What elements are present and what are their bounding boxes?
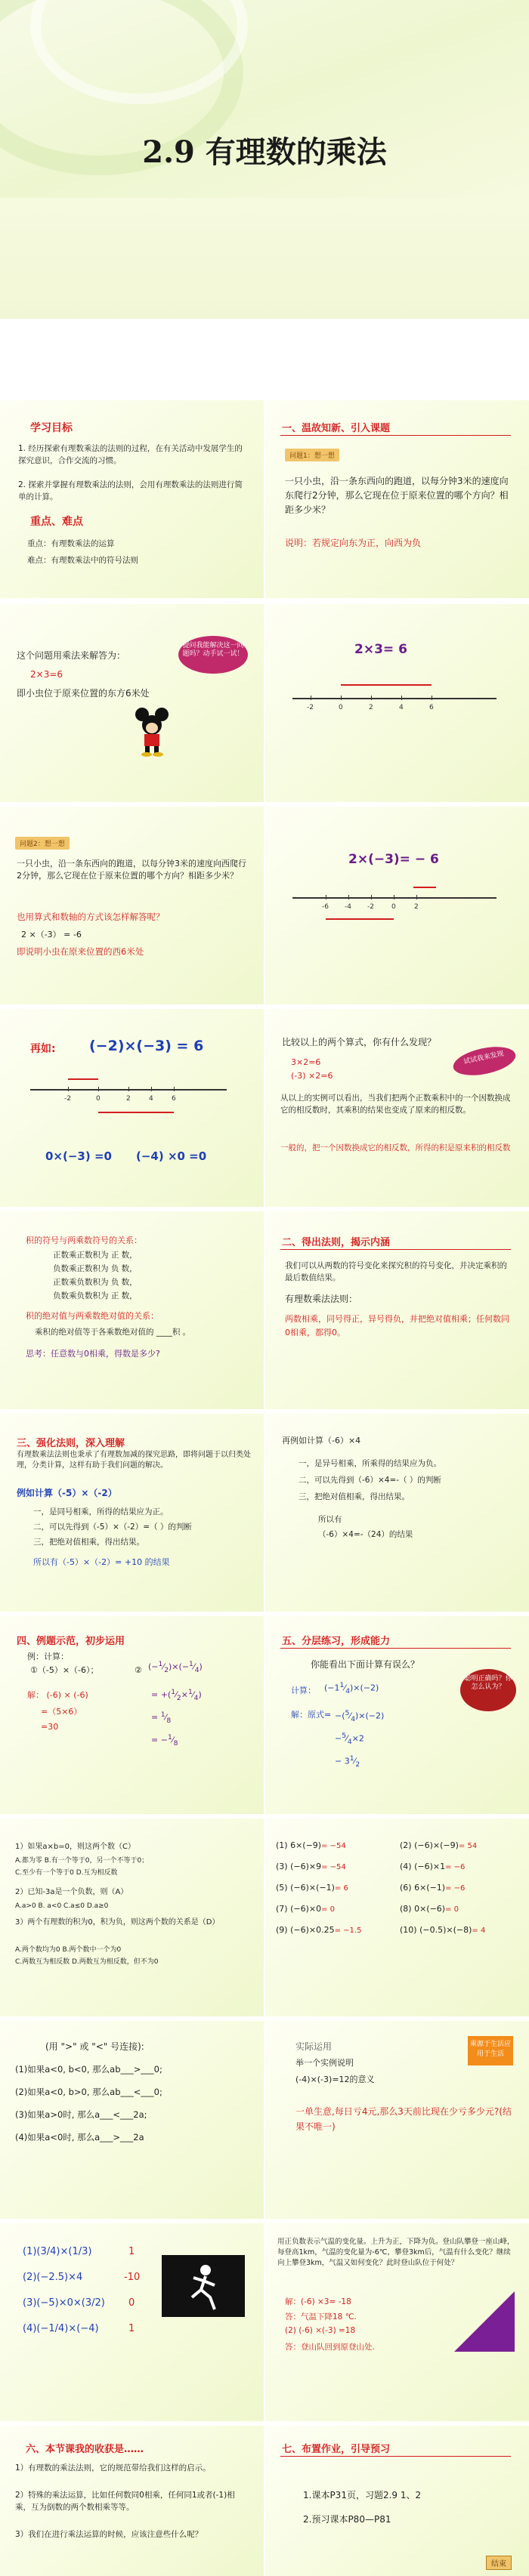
practice-answer: 0 [128, 2297, 135, 2309]
formula-2: (-3) ×2=6 [291, 1071, 333, 1081]
step-3: 三，把绝对值相乘，得出结果。 [299, 1492, 410, 1501]
compare-question: 比较以上的两个算式，你有什么发现？ [282, 1037, 437, 1047]
calc-result: = 4 [472, 1927, 486, 1935]
tick-label: 4 [149, 1095, 153, 1103]
choice-q1-a: A.都为零 B.有一个等于0，另一个不等于0； [15, 1857, 149, 1865]
calc-row [276, 1882, 348, 1894]
application-question: 一单生意,每日亏4元,那么3天前比现在少亏多少元?(结果不唯一) [295, 2106, 512, 2132]
panel-choice [0, 1819, 264, 2016]
slide-mult-positive [0, 604, 529, 802]
arrow [68, 1078, 98, 1080]
tick-label: 0 [339, 704, 343, 711]
key-point-2: 难点：有理数乘法中的符号法则 [27, 556, 138, 565]
calc-result: = 0 [321, 1905, 336, 1914]
page-title: 2.9 有理数的乘法 [142, 134, 387, 170]
tick [151, 1087, 152, 1091]
explain-text: 说明：若规定向东为正，向西为负 [285, 538, 422, 548]
calc-result: = −6 [445, 1884, 466, 1893]
description: 从以上的实例可以看出，当我们把两个正数乘积中的一个因数换成它的相反数时，其乘积的结果也变成了原来的相反数。 [280, 1094, 511, 1115]
slide-practice2 [0, 2223, 529, 2421]
tick-label: -4 [345, 903, 351, 911]
choice-q3: 3）两个有理数的积为0，积为负，则这两个数的关系是（D） [15, 1918, 220, 1927]
heading-review: 一、温故知新、引入课题 [282, 423, 391, 434]
arrow-2 [371, 684, 401, 686]
heading-demo: 四、例题示范，初步运用 [17, 1636, 125, 1647]
heading-rule: 二、得出法则，揭示内涵 [282, 1237, 391, 1248]
heading-practice: 五、分层练习，形成能力 [282, 1636, 391, 1647]
end-button[interactable]: 结束 [486, 2556, 512, 2570]
calc-row [400, 1840, 477, 1852]
solve-line-2: 2×3=6 [30, 669, 63, 680]
heading-underline [280, 2456, 511, 2457]
question-text: 一只小虫，沿一条东西向的跑道，以每分钟3米的速度向西爬行2分钟，那么它现在位于原来位置的哪个方向？相距多少米？ [17, 859, 246, 881]
fill-line-4: (4)如果a<0时, 那么a___>___2a [15, 2132, 144, 2143]
heading-learning-goals: 学习目标 [30, 422, 73, 434]
tick-label: 6 [172, 1095, 176, 1103]
panel-rule [265, 1211, 529, 1409]
tick-label: 0 [391, 903, 396, 911]
tick-label: 4 [399, 704, 404, 711]
calc-result: = −54 [321, 1863, 346, 1871]
equation-display: 2×3= 6 [354, 642, 407, 657]
panel-compare [265, 1009, 529, 1207]
sign-heading: 积的符号与两乘数符号的关系： [26, 1236, 142, 1245]
panel-demo [0, 1616, 264, 1814]
fill-line-2: (2)如果a<0, b>0, 那么ab___<___0; [15, 2087, 162, 2097]
rule-desc: 我们可以从两数的符号变化来探究积的符号变化，并决定乘积的最后数值结果。 [285, 1261, 507, 1282]
heading-key-points: 重点、难点 [30, 516, 83, 528]
solution-label: 解：原式= [291, 1710, 332, 1720]
hint-badge: 乘源于生活应用于生活 [468, 2036, 513, 2065]
heading-homework: 七、布置作业，引导预习 [282, 2444, 391, 2455]
slide-summary [0, 2426, 529, 2576]
homework-2: 2.预习课本P80—P81 [303, 2514, 391, 2525]
summary-1: 1）有理数的乘法法则，它的规范带给我们这样的启示。 [15, 2463, 211, 2473]
conclusion: 一般的，把一个因数换成它的相反数，所得的积是原来积的相反数 [280, 1143, 511, 1152]
calc-row [400, 1924, 485, 1936]
mascot-icon [133, 707, 171, 757]
think-badge: 问题2：想一想 [15, 837, 70, 850]
practice-expr: (3)(−5)×0×(3/2) [23, 2297, 105, 2309]
tick-label: 2 [369, 704, 373, 711]
fraction-b: $(-^1⁄_2)\times(-^1⁄_4)$ [148, 1660, 203, 1674]
abs-heading: 积的绝对值与两乘数绝对值的关系： [26, 1311, 159, 1321]
solution-1: 解：(-6) ×3= -18 [285, 2297, 351, 2306]
slide-compare [0, 2021, 529, 2219]
calc-result: = −6 [445, 1863, 466, 1871]
choice-q1: 1）如果a×b=0，则这两个数（C） [15, 1843, 135, 1851]
practice-row [23, 2272, 82, 2283]
practice-expr: (4)(−1/4)×(−4) [23, 2323, 99, 2334]
step-1: 一，是异号相乘，所乘得的结果应为负。 [299, 1459, 441, 1468]
tick [341, 696, 342, 700]
solution-b: = $+(^1⁄_2\times^1⁄_4)$ = $^1⁄_8$ = $-^1⁄_8$ [151, 1688, 202, 1748]
calc-expr: (10) (−0.5)×(−8) [400, 1925, 472, 1935]
calc-row [400, 1861, 465, 1873]
think-badge: 问题1：想一想 [285, 449, 339, 461]
step-2: 二，可以先得到（-6）×4=-（ ）的判断 [299, 1476, 441, 1485]
example-heading: 例如计算（-5）×（-2） [17, 1488, 117, 1498]
choice-q2-a: A.a>0 B. a<0 C.a≤0 D.a≥0 [15, 1902, 109, 1910]
number-line [292, 897, 497, 899]
number-line [292, 698, 497, 699]
practice-expr: (1)(3/4)×(1/3) [23, 2246, 92, 2257]
tick-label: 0 [96, 1095, 101, 1103]
calc-expr: (4) (−6)×1 [400, 1862, 446, 1871]
calc-expr: (7) (−6)×0 [276, 1904, 322, 1914]
rule-text: 两数相乘，同号得正，异号得负，并把绝对值相乘；任何数同0相乘，都得0。 [285, 1314, 509, 1337]
tick-label: -6 [322, 903, 329, 911]
calc-result: = 0 [445, 1905, 459, 1914]
slide-title [0, 0, 529, 198]
question-text: 一只小虫，沿一条东西向的跑道，以每分钟3米的速度向东爬行2分钟，那么它现在位于原来位置的哪个方向？相距多少米？ [285, 476, 509, 515]
practice-question: 你能看出下面计算有误么？ [311, 1659, 420, 1670]
practice-expr: (2)(−2.5)×4 [23, 2272, 83, 2283]
calc-expr: (8) 0×(−6) [400, 1904, 446, 1914]
sign-rule-4: 负数乘负数积为 正 数， [53, 1291, 138, 1300]
sign-rule-1: 正数乘正数积为 正 数， [53, 1251, 138, 1260]
tick [371, 696, 372, 700]
panel-review [265, 400, 529, 598]
slide-mult-negative [0, 807, 529, 1004]
practice-answer: 1 [128, 2323, 135, 2334]
title-slide-bottom [0, 198, 529, 319]
calc-row [276, 1924, 361, 1936]
practice-row [23, 2297, 105, 2309]
calc-row [400, 1903, 459, 1915]
arrow [413, 887, 436, 888]
choice-q2: 2）已知-3a是一个负数，则（A） [15, 1888, 128, 1896]
calc-row [276, 1840, 346, 1852]
choice-q3-b: C.两数互为相反数 D.两数互为相反数，但不为0 [15, 1958, 159, 1966]
slide-reinforce [0, 1414, 529, 1612]
calc-expr: (2) (−6)×(−9) [400, 1840, 459, 1850]
panel-sign-relation [0, 1211, 264, 1409]
practice-answer: 1 [128, 2246, 135, 2257]
solution-steps: $-(^5⁄_4)\times(-2)$ $-^5⁄_4\times 2$ − $3^1⁄_2$ [335, 1709, 385, 1769]
panel-example [0, 1009, 264, 1207]
panel-homework [265, 2426, 529, 2576]
hint-bubble: 试试我来发现 [450, 1042, 518, 1081]
temperature-problem: 用正负数表示气温的变化量。上升为正，下降为负。登山队攀登一座山峰，每登高1km，气温的变化量为-6℃，攀登3km后，气温有什么变化？继续向上攀登3km，气温又如何变化？此时登山队位于何处？ [277, 2238, 515, 2267]
example2-answer: （-6）×4=-（24）的结果 [318, 1530, 413, 1539]
solve-line-3: 即小虫位于原来位置的东方6米处 [17, 688, 150, 699]
tick-label: 2 [414, 903, 419, 911]
exercise-b: ② [135, 1665, 142, 1675]
exercise-a: ①（-5）×（-6）； [30, 1665, 99, 1675]
again-label: 再如: [30, 1043, 56, 1055]
calc-result: = −1.5 [334, 1927, 362, 1935]
slide-goals [0, 400, 529, 598]
formula-1: 3×2=6 [291, 1057, 321, 1067]
summary-3: 3）我们在进行乘法运算的时候，应该注意些什么呢？ [15, 2530, 203, 2539]
arrow-result [326, 918, 394, 920]
tick [68, 1087, 69, 1091]
tick [401, 696, 402, 700]
heading-summary: 六、本节课我的收获是…… [26, 2444, 144, 2455]
hint-text: 也用算式和数轴的方式该怎样解答呢？ [17, 912, 165, 922]
rule-title: 有理数乘法法则： [285, 1294, 358, 1304]
panel-application [265, 2021, 529, 2219]
choice-q3-a: A.两个数均为0 B.两个数中一个为0 [15, 1946, 122, 1954]
slide-sign-rule [0, 1211, 529, 1409]
so-label: 所以有 [318, 1515, 342, 1524]
application-title: 实际运用 [295, 2041, 333, 2052]
arrow-3 [401, 684, 432, 686]
calc-expr: (9) (−6)×0.25 [276, 1925, 335, 1935]
calc-expr: (3) (−6)×9 [276, 1862, 322, 1871]
reinforce-desc: 有理数乘法法则也秉承了有理数加减的探究思路，即将问题于以归类处理，分类计算，这样有助于我们问题的解决。 [17, 1451, 251, 1470]
heading-underline [280, 1648, 511, 1649]
example-label: 例：计算： [27, 1652, 69, 1661]
panel-number-line [265, 807, 529, 1004]
zero-product-2: (−4) ×0 =0 [136, 1149, 207, 1163]
fill-line-3: (3)如果a>0时, 那么a___<___2a; [15, 2109, 147, 2120]
answer-text: 即说明小虫在原来位置的西6米处 [17, 946, 144, 957]
tick-label: -2 [64, 1095, 71, 1103]
fill-title: (用 ">" 或 "<" 号连接): [45, 2041, 144, 2052]
practice-row [23, 2323, 99, 2334]
panel-practice-rows [0, 2223, 264, 2421]
calc-row [400, 1882, 465, 1894]
application-line-1: 举一个实例说明 [295, 2058, 354, 2068]
tick-label: 6 [429, 704, 434, 711]
homework-1: 1.课本P31页，习题2.9 1、2 [303, 2490, 422, 2500]
tick-label: 2 [126, 1095, 131, 1103]
panel-practice [265, 1616, 529, 1814]
panel-reinforce [0, 1414, 264, 1612]
choice-q1-b: C.至少有一个等于0 D.互为相反数 [15, 1869, 118, 1877]
calc-expr: (5) (−6)×(−1) [276, 1883, 335, 1893]
tick-label: -2 [307, 704, 314, 711]
panel-quick-calc [265, 1819, 529, 2016]
fill-line-1: (1)如果a<0, b<0, 那么ab___>___0; [15, 2064, 162, 2075]
sign-rule-2: 负数乘正数积为 负 数， [53, 1264, 138, 1273]
example2-heading: 再例如计算（-6）×4 [282, 1436, 361, 1445]
solve-line-1: 这个问题用乘法来解答为： [17, 650, 126, 661]
arrow-result [98, 1112, 174, 1113]
tick [128, 1087, 129, 1091]
hint-bubble: 聪明正确吗？你怎么认为？ [460, 1669, 516, 1711]
summary-2: 2）特殊的乘法运算，比如任何数同0相乘，任何同1或者(-1)相乘，互为倒数的两个数相乘等等。 [15, 2491, 235, 2512]
panel-question2 [0, 807, 264, 1004]
calc-expr: (1) 6×(−9) [276, 1840, 322, 1850]
step-1: 一，是同号相乘，所得的结果应为正。 [33, 1507, 169, 1516]
equation-display: (−2)×(−3) = 6 [89, 1038, 204, 1054]
equation-display: 2×(−3)= − 6 [348, 852, 439, 867]
sign-rule-3: 正数乘负数积为 负 数， [53, 1278, 138, 1287]
think-question: 思考：任意数与0相乘，得数是多少? [26, 1349, 160, 1359]
calc-result: = −54 [321, 1842, 346, 1850]
panel-number-line [265, 604, 529, 802]
panel-learning-goals [0, 400, 264, 598]
solution-line-2: =（5×6） [41, 1707, 82, 1717]
step-2: 二，可以先得到（-5）×（-2）=（ ）的判断 [33, 1522, 192, 1532]
slide-exercises [0, 1819, 529, 2016]
key-point-1: 重点：有理数乘法的运算 [27, 539, 115, 548]
panel-fill [0, 2021, 264, 2219]
application-line-2: (-4)×(-3)=12的意义 [295, 2075, 375, 2084]
arrow-1 [341, 684, 371, 686]
mountain-icon [454, 2291, 515, 2352]
panel-temperature [265, 2223, 529, 2421]
hint-bubble: 提问我能解决这一问题吗？动手试一试！ [178, 636, 248, 674]
goal-1: 1. 经历探索有理数乘法的法则的过程，在有关活动中发展学生的探究意识，合作交流的习惯。 [18, 444, 243, 465]
practice-answer: -10 [124, 2272, 141, 2283]
calc-label: 计算： [291, 1686, 316, 1695]
panel-summary [0, 2426, 264, 2576]
tick [174, 1087, 175, 1091]
goal-2: 2. 探索并掌握有理数乘法的法则，会用有理数乘法的法则进行简单的计算。 [18, 480, 243, 501]
solution-4: 答：登山队回到原登山处. [285, 2343, 375, 2352]
calc-row [276, 1903, 335, 1915]
tick [371, 895, 372, 899]
calc-expr: (6) 6×(−1) [400, 1883, 446, 1893]
slide-example [0, 1616, 529, 1814]
heading-underline [280, 1249, 511, 1250]
tick [98, 1087, 99, 1091]
runner-icon [162, 2255, 245, 2317]
zero-product-1: 0×(−3) =0 [45, 1149, 112, 1163]
panel-explain [0, 604, 264, 802]
example-answer: 所以有（-5）×（-2）= +10 的结果 [33, 1557, 170, 1567]
calc-row [276, 1861, 346, 1873]
calc-result: = 54 [458, 1842, 478, 1850]
calc-result: = 6 [334, 1884, 348, 1893]
solution-line-3: =30 [41, 1722, 59, 1732]
formula: 2 ×（-3） = -6 [21, 930, 82, 939]
tick [416, 895, 417, 899]
abs-rule: 乘积的绝对值等于各乘数绝对值的 ____积 。 [35, 1328, 191, 1337]
tick-label: -2 [367, 903, 374, 911]
solution-2: 答：气温下降18 ℃. [285, 2312, 357, 2321]
panel-example2 [265, 1414, 529, 1612]
solution-line-1: 解： (-6) × (-6) [27, 1690, 88, 1700]
solution-3: (2) (-6) ×(-3) =18 [285, 2326, 356, 2335]
heading-underline [280, 435, 511, 436]
calc-expression: $(-1^1⁄_4)\times(-2)$ [324, 1681, 379, 1695]
practice-row [23, 2246, 91, 2257]
slide-discovery [0, 1009, 529, 1207]
heading-reinforce: 三、强化法则，深入理解 [17, 1438, 125, 1449]
tick [348, 895, 349, 899]
step-3: 三，把绝对值相乘，得出结果。 [33, 1538, 144, 1547]
